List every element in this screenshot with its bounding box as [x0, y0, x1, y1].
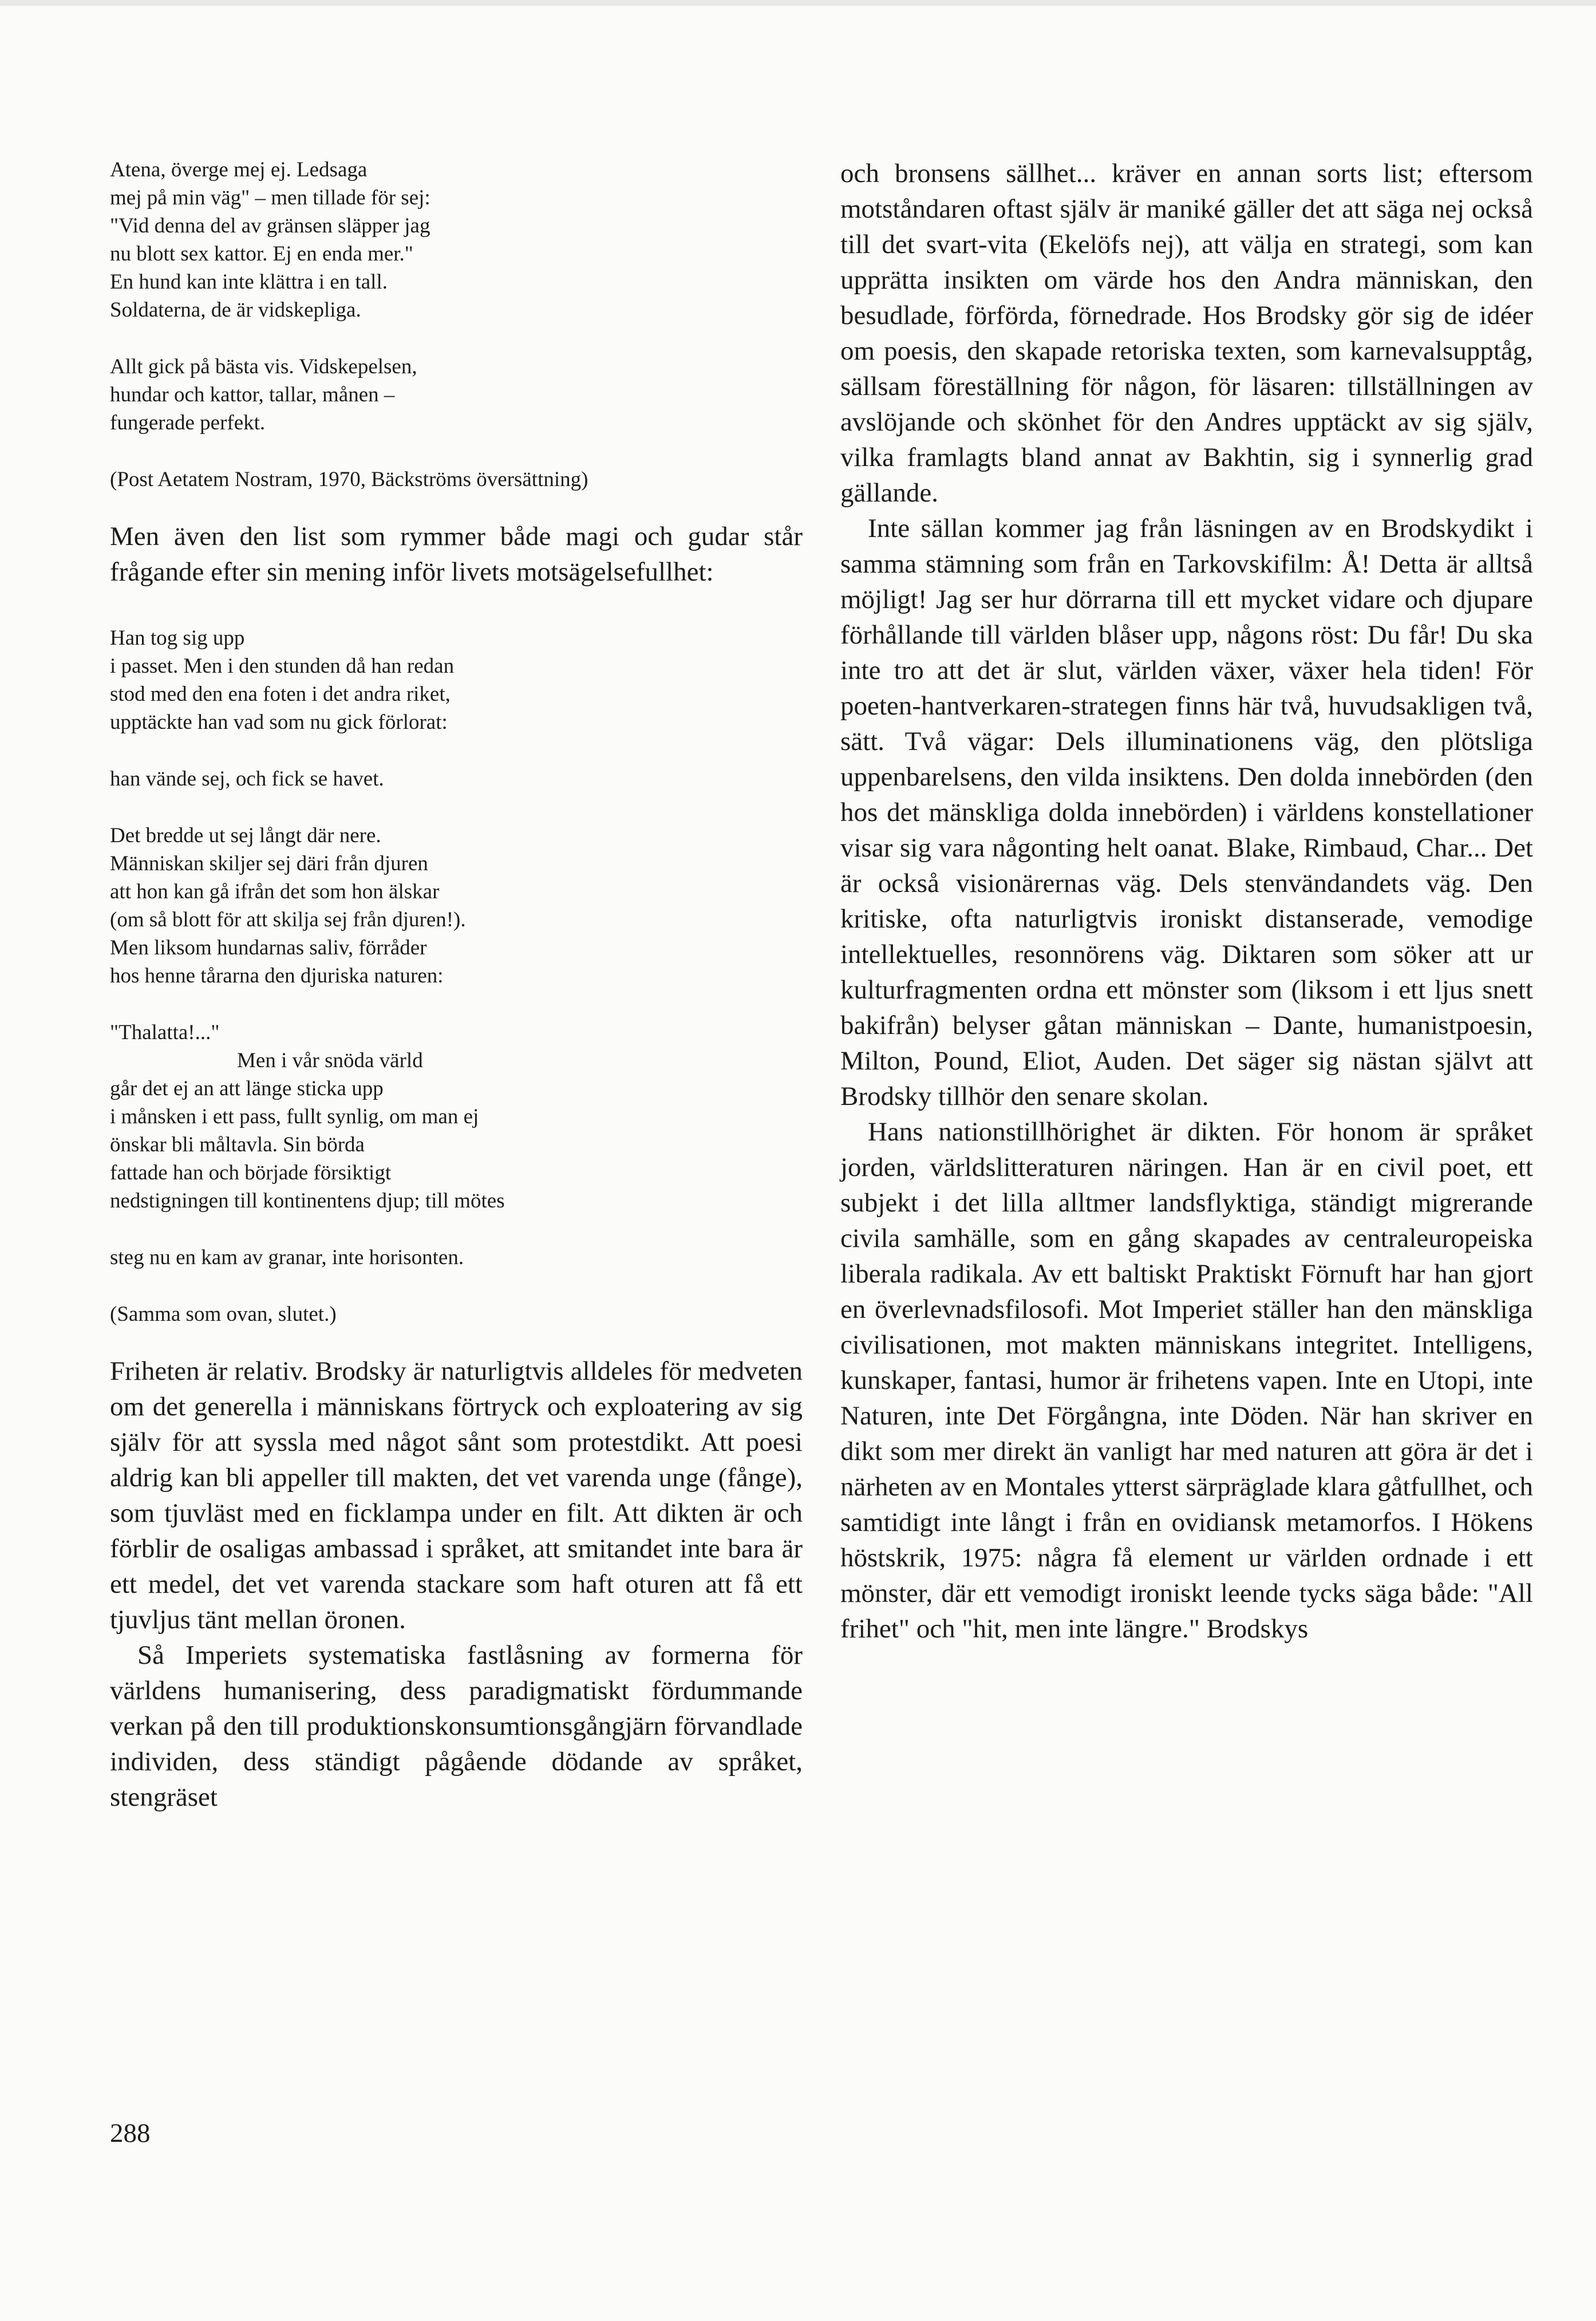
poem-line: han vände sej, och fick se havet. [110, 767, 384, 791]
poem-line: Soldaterna, de är vidskepliga. [110, 298, 361, 322]
poem-2-stanza-1 [110, 624, 803, 736]
poem-line: Människan skiljer sej däri från djuren [110, 852, 428, 875]
poem-line: nedstigningen till kontinentens djup; till mötes [110, 1189, 505, 1213]
poem-line: fattade han och började försiktigt [110, 1161, 392, 1185]
left-column [110, 156, 803, 1815]
paragraph-empire: Så Imperiets systematiska fastlåsning av formerna för världens humanisering, dess paradigmatiskt fördummande verkan på den till produktionskonsumtionsgångjärn förvandlade individen, dess ständigt pågående dödande av språket, stengräset [110, 1640, 803, 1812]
poem-excerpt-1 [110, 156, 803, 494]
poem-line: "Thalatta!..." [110, 1021, 220, 1044]
right-column [840, 156, 1533, 1647]
poem-1-source-caption: (Post Aetatem Nostram, 1970, Bäckströms översättning) [110, 468, 588, 491]
poem-line: stod med den ena foten i det andra riket, [110, 682, 451, 706]
paragraph-freedom: Friheten är relativ. Brodsky är naturligtvis alldeles för medveten om det generella i människans förtryck och exploatering av sig själv för att syssla med något sånt som protestdikt. Att poesi aldrig kan bli appeller till makten, det vet varenda unge (fånge), som tjuvläst med en ficklampa under en filt. Att dikten är och förblir de osaligas ambassad i språket, att smitandet inte bara är ett medel, det vet varenda stackare som haft oturen att få ett tjuvljus tänt mellan öronen. [110, 1356, 803, 1635]
paragraph-tarkovsky: Inte sällan kommer jag från läsningen av en Brodskydikt i samma stämning som från en Tarkovskifilm: Å! Detta är alltså möjligt! Jag ser hur dörrarna till ett mycket vidare och djupare förhållande till världen blåser upp, någons röst: Du får! Du ska inte tro att det är slut, världen växer, växer hela tiden! För poeten-hantverkaren-strategen finns här två, huvudsakligen två, sätt. Två vägar: Dels illuminationens väg, den plötsliga uppenbarelsens, den vilda insiktens. Den dolda innebörden (den hos det mänskliga dolda innebörden) i världens konstellationer visar sig vara någonting helt oanat. Blake, Rimbaud, Char... Det är också visionärernas väg. Dels stenvändandets väg. Den kritiske, ofta naturligtvis ironiskt distanserade, vemodige intellektuelles, resonnörens väg. Diktaren som söker att ur kulturfragmenten ordna ett mönster som (liksom i ett ljus snett bakifrån) belyser gåtan människan – Dante, humanistpoesin, Milton, Pound, Eliot, Auden. Det säger sig nästan självt att Brodsky tillhör den senare skolan. [840, 514, 1533, 1111]
poem-line: i passet. Men i den stunden då han redan [110, 654, 455, 678]
poem-line: Men i vår snöda värld [110, 1049, 423, 1072]
paragraph-nationality: Hans nationstillhörighet är dikten. För honom är språket jorden, världslitteraturen näringen. Han är en civil poet, ett subjekt i det lilla alltmer landsflyktiga, ständigt migrerande civila samhälle, som en gång skapades av centraleuropeiska liberala radikala. Av ett baltiskt Praktiskt Förnuft har han gjort en överlevnadsfilosofi. Mot Imperiet ställer han den mänskliga civilisationen, mot makten människans integritet. Intelligens, kunskaper, fantasi, humor är frihetens vapen. Inte en Utopi, inte Naturen, inte Det Förgångna, inte Döden. När han skriver en dikt som mer direkt än vanligt har med naturen att göra är det i närheten av en Montales ytterst särpräglade klara gåtfullhet, och samtidigt inte långt i från en ovidiansk metamorfos. I Hökens höstskrik, 1975: några få element ur världen ordnade i ett mönster, där ett vemodigt ironiskt leende tycks säga både: "All frihet" och "hit, men inte längre." Brodskys [840, 1117, 1533, 1644]
poem-line: upptäckte han vad som nu gick förlorat: [110, 710, 448, 734]
poem-line: Han tog sig upp [110, 626, 245, 650]
poem-line: Allt gick på bästa vis. Vidskepelsen, [110, 355, 417, 378]
poem-line: hos henne tårarna den djuriska naturen: [110, 964, 444, 988]
poem-line: (om så blott för att skilja sej från djuren!). [110, 908, 466, 931]
poem-1-stanza-1 [110, 156, 803, 324]
poem-line: Men liksom hundarnas saliv, förråder [110, 936, 427, 960]
poem-line: att hon kan gå ifrån det som hon älskar [110, 880, 440, 903]
poem-2-stanza-2 [110, 765, 803, 793]
paragraph-list-magic: Men även den list som rymmer både magi och gudar står frågande efter sin mening inför livets motsägelsefullhet: [110, 522, 803, 587]
poem-2-stanza-4 [110, 1019, 803, 1215]
poem-1-stanza-2 [110, 353, 803, 437]
poem-line: fungerade perfekt. [110, 411, 266, 435]
poem-line: går det ej an att länge sticka upp [110, 1077, 384, 1100]
poem-2-source-caption: (Samma som ovan, slutet.) [110, 1302, 337, 1326]
poem-excerpt-2 [110, 624, 803, 1328]
poem-line: En hund kan inte klättra i en tall. [110, 270, 388, 294]
poem-2-stanza-3 [110, 822, 803, 990]
poem-line: "Vid denna del av gränsen släpper jag [110, 214, 430, 238]
page-number: 288 [110, 2118, 151, 2148]
poem-2-stanza-5 [110, 1244, 803, 1272]
page-top-edge [0, 0, 1596, 6]
poem-line: i månsken i ett pass, fullt synlig, om man ej [110, 1105, 479, 1128]
poem-line: mej på min väg" – men tillade för sej: [110, 186, 430, 210]
poem-line: önskar bli måltavla. Sin börda [110, 1133, 365, 1156]
poem-line: Det bredde ut sej långt där nere. [110, 824, 381, 847]
poem-line: nu blott sex kattor. Ej en enda mer." [110, 242, 413, 266]
paragraph-bronze: och bronsens sällhet... kräver en annan sorts list; eftersom motståndaren oftast själv är maniké gäller det att säga nej också till det svart-vita (Ekelöfs nej), att välja en strategi, som kan upprätta insikten om värde hos den Andra människan, den besudlade, förförda, förnedrade. Hos Brodsky gör sig de idéer om poesis, den skapade retoriska texten, som karnevalsupptåg, sällsam föreställning för någon, för läsaren: tillställningen av avslöjande och skönhet för den Andres upptäckt av sig själv, vilka framlagts bland annat av Bakhtin, sig i synnerlig grad gällande. [840, 159, 1533, 508]
poem-line: hundar och kattor, tallar, månen – [110, 383, 395, 406]
poem-line: steg nu en kam av granar, inte horisonten. [110, 1246, 464, 1269]
poem-line: Atena, överge mej ej. Ledsaga [110, 158, 368, 181]
